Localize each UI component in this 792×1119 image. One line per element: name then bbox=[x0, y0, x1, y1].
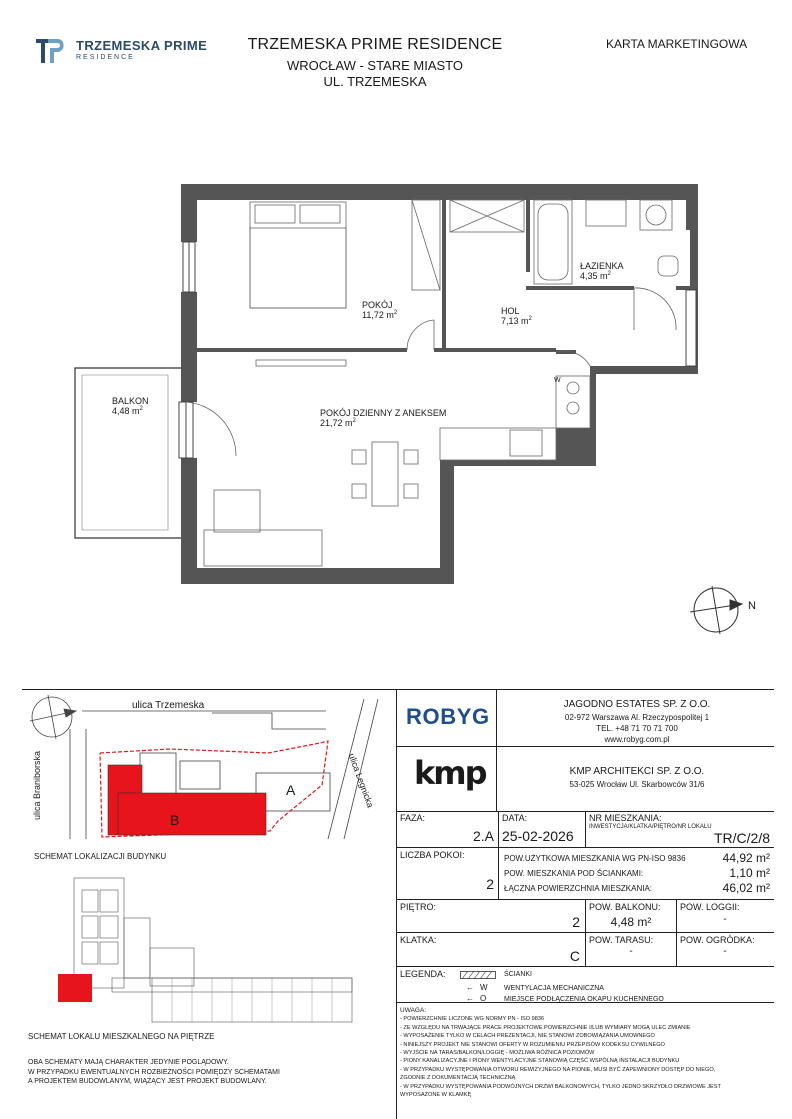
street-left: ulica Braniborska bbox=[32, 750, 42, 820]
exterior-walls bbox=[181, 184, 698, 584]
street-top: ulica Trzemeska bbox=[132, 700, 205, 711]
building-a-label: A bbox=[286, 782, 296, 798]
legend-vent-arrow-icon: ← bbox=[466, 983, 474, 992]
caption-floor: SCHEMAT LOKALU MIESZKALNEGO NA PIĘTRZE bbox=[28, 1032, 215, 1041]
legend-hood-arrow-icon: ← bbox=[466, 994, 474, 1003]
legend-item-wentylacja: WENTYLACJA MECHANICZNA bbox=[504, 985, 604, 992]
area2-label: POW. MIESZKANIA POD ŚCIANKAMI: bbox=[504, 869, 644, 878]
area1-value: 44,92 m² bbox=[722, 851, 770, 865]
area3-label: ŁĄCZNA POWIERZCHNIA MIESZKANIA: bbox=[504, 884, 653, 893]
notes: UWAGA: - POWIERZCHNIE LICZONE WG NORMY PN - ISO 9836 - ZE WZGLĘDU NA TRWAJĄCE PRACE PROJEKTOWE POWIERZCHNIE I/LUB WYMIARY MOGĄ ULEC ZMIANIE - WYPOSAŻENIE TYLKO W CELACH PREZENTACJI, NIE STANOWI ZOBOWIĄZANIA UMOWNEGO - NINIEJSZY PROJEKT NIE STANOWI OFERTY W ROZUMIENIU PRZEPISÓW KODEKSU CYWILNEGO - WYJŚCIE NA TARAS/BALKON/LOGGIĘ - MOŻLIWA RÓŻNICA POZIOMÓW - PIONY KANALIZACYJNE I PIONY WENTYLACYJNE STANOWIĄ CZĘŚĆ WSPÓLNĄ INSTALACJI BUDYNKU - W PRZYPADKU WYSTĘPOWANIA OTWORU REWIZYJNEGO NA PIONIE, MUSI BYĆ ZAPEWNIONY DOSTĘP DO NIEGO, ZGODNIE Z DOKUMENTACJĄ TECHNICZNĄ - W PRZYPADKU WYSTĘPOWANIA PODWÓJNYCH DRZWI BALKONOWYCH, TYLKO JEDNO SKRZYDŁO DRZWIOWE JEST WYPOSAŻONE W KLAMKĘ bbox=[400, 1007, 721, 1099]
room-label-hol: HOL 7,13 $m^2$ bbox=[501, 306, 532, 326]
legend-item-scianki: ŚCIANKI bbox=[504, 971, 533, 978]
legend-item-okap: MIEJSCE PODŁĄCZENIA OKAPU KUCHENNEGO bbox=[504, 996, 664, 1003]
loggia-value: - bbox=[723, 914, 727, 925]
data-label: DATA: bbox=[502, 813, 528, 823]
area1-label: POW.UŻYTKOWA MIESZKANIA WG PN-ISO 9836 bbox=[504, 854, 686, 863]
location-line: WROCŁAW - STARE MIASTO bbox=[287, 58, 463, 73]
building-b-label: B bbox=[170, 812, 180, 828]
divider bbox=[396, 847, 774, 848]
legend-hood-symbol: O bbox=[480, 994, 487, 1003]
klatka-value: C bbox=[569, 948, 580, 964]
balkon-label: POW. BALKONU: bbox=[589, 902, 661, 912]
area2-value: 1,10 m² bbox=[729, 866, 770, 880]
divider bbox=[396, 966, 774, 967]
faza-label: FAZA: bbox=[400, 813, 426, 823]
divider bbox=[498, 847, 499, 899]
nr-value: TR/C/2/8 bbox=[713, 830, 770, 846]
divider bbox=[396, 746, 774, 747]
divider bbox=[498, 811, 499, 847]
faza-value: 2.A bbox=[472, 828, 494, 844]
pietro-label: PIĘTRO: bbox=[400, 902, 437, 912]
divider bbox=[396, 689, 397, 1119]
vent-marker: W bbox=[554, 377, 561, 384]
street-right: ulica Legnicka bbox=[346, 752, 376, 810]
pietro-value: 2 bbox=[572, 914, 580, 930]
robyg-name: JAGODNO ESTATES SP. Z O.O. bbox=[563, 699, 711, 710]
divider bbox=[585, 811, 586, 847]
compass-letter: N bbox=[748, 600, 756, 612]
robyg-address: 02-972 Warszawa Al. Rzeczypospolitej 1 bbox=[564, 713, 710, 722]
nr-sublabel: INWESTYCJA/KLATKA/PIĘTRO/NR LOKALU bbox=[589, 824, 712, 830]
klatka-label: KLATKA: bbox=[400, 935, 437, 945]
ogrodek-value: - bbox=[723, 946, 727, 957]
kmp-name: KMP ARCHITEKCI SP. Z O.O. bbox=[569, 766, 705, 777]
room-label-pokoj: POKÓJ 11,72 $m^2$ bbox=[362, 300, 398, 320]
pokoje-value: 2 bbox=[486, 876, 494, 892]
robyg-logo: ROBYG bbox=[406, 704, 490, 729]
room-label-lazienka: ŁAZIENKA 4,35 $m^2$ bbox=[580, 261, 624, 281]
divider bbox=[676, 899, 677, 966]
kmp-address: 53-025 Wrocław Ul. Skarbowców 31/6 bbox=[569, 780, 705, 789]
loggia-label: POW. LOGGII: bbox=[680, 902, 740, 912]
data-value: 25-02-2026 bbox=[502, 828, 574, 844]
taras-label: POW. TARASU: bbox=[589, 935, 654, 945]
logo-subtitle: RESIDENCE bbox=[76, 54, 135, 61]
legend-hatch-icon bbox=[460, 971, 496, 979]
disclaimer: OBA SCHEMATY MAJĄ CHARAKTER JEDYNIE POGLĄDOWY. W PRZYPADKU EWENTUALNYCH ROZBIEŻNOŚCI POMIĘDZY SCHEMATAMI A PROJEKTEM BUDOWLANYM, WIĄŻĄCY JEST PROJEKT BUDOWLANY. bbox=[28, 1059, 280, 1085]
street-line: UL. TRZEMESKA bbox=[323, 74, 427, 89]
pokoje-label: LICZBA POKOI: bbox=[400, 850, 465, 860]
page-title: TRZEMESKA PRIME RESIDENCE bbox=[247, 36, 503, 53]
room-label-pokoj-dzienny: POKÓJ DZIENNY Z ANEKSEM 21,72 $m^2$ bbox=[320, 408, 447, 428]
kmp-logo: kmp bbox=[414, 754, 486, 792]
room-label-balkon: BALKON 4,48 $m^2$ bbox=[112, 396, 149, 416]
divider bbox=[496, 689, 497, 811]
nr-label: NR MIESZKANIA: bbox=[589, 813, 662, 823]
area3-value: 46,02 m² bbox=[722, 881, 770, 895]
caption-location: SCHEMAT LOKALIZACJI BUDYNKU bbox=[34, 852, 167, 861]
ogrodek-label: POW. OGRÓDKA: bbox=[680, 935, 755, 945]
robyg-phone: TEL. +48 71 70 71 700 bbox=[596, 724, 678, 733]
floor-schematic bbox=[22, 870, 396, 1030]
logo-text: TRZEMESKA PRIME bbox=[76, 38, 208, 53]
compass bbox=[690, 586, 742, 634]
card-type: KARTA MARKETINGOWA bbox=[606, 37, 748, 51]
legend-vent-symbol: W bbox=[480, 983, 488, 992]
balkon-value: 4,48 m² bbox=[610, 915, 652, 929]
legenda-label: LEGENDA: bbox=[400, 969, 446, 979]
taras-value: - bbox=[629, 946, 633, 957]
robyg-website[interactable]: www.robyg.com.pl bbox=[604, 735, 670, 744]
divider bbox=[585, 899, 586, 966]
